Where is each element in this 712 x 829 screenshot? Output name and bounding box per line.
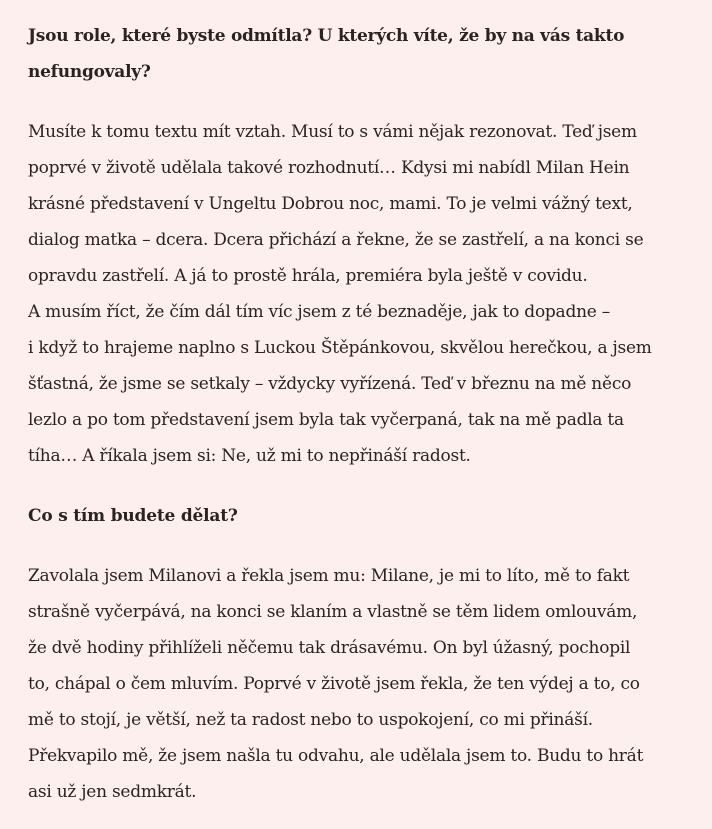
interview-answer: Musíte k tomu textu mít vztah. Musí to s vámi nějak rezonovat. Teď jsem poprvé v životě udělala takové rozhodnutí… Kdysi mi nabídl Milan Hein krásné představení v Ungeltu Dobrou noc, mami. To je velmi vážný text, dialog matka – dcera. Dcera přichází a řekne, že se zastřelí, a na konci se opravdu zastřelí. A já to prostě hrála, premiéra byla ještě v covidu. A musím říct, že čím dál tím víc jsem z té beznaděje, jak to dopadne – i když to hrajeme naplno s Luckou Štěpánkovou, skvělou herečkou, a jsem šťastná, že jsme se setkaly – vždycky vyřízená. Teď v březnu na mě něco lezlo a po tom představení jsem byla tak vyčerpaná, tak na mě padla ta tíha… A říkala jsem si: Ne, už mi to nepřináší radost. (28, 122, 652, 466)
interview-question: Jsou role, které byste odmítla? U kterých víte, že by na vás takto nefungovaly? (28, 26, 625, 82)
interview-answer: Zavolala jsem Milanovi a řekla jsem mu: Milane, je mi to líto, mě to fakt strašně vyčerpává, na konci se klaním a vlastně se těm lidem omlouvám, že dvě hodiny přihlíželi něčemu tak drásavému. On byl úžasný, pochopil to, chápal o čem mluvím. Poprvé v životě jsem řekla, že ten výdej a to, co mě to stojí, je větší, než ta radost nebo to uspokojení, co mi přináší. Překvapilo mě, že jsem našla tu odvahu, ale udělala jsem to. Budu to hrát asi už jen sedmkrát. (28, 566, 644, 802)
interview-question: Co s tím budete dělat? (28, 506, 238, 526)
